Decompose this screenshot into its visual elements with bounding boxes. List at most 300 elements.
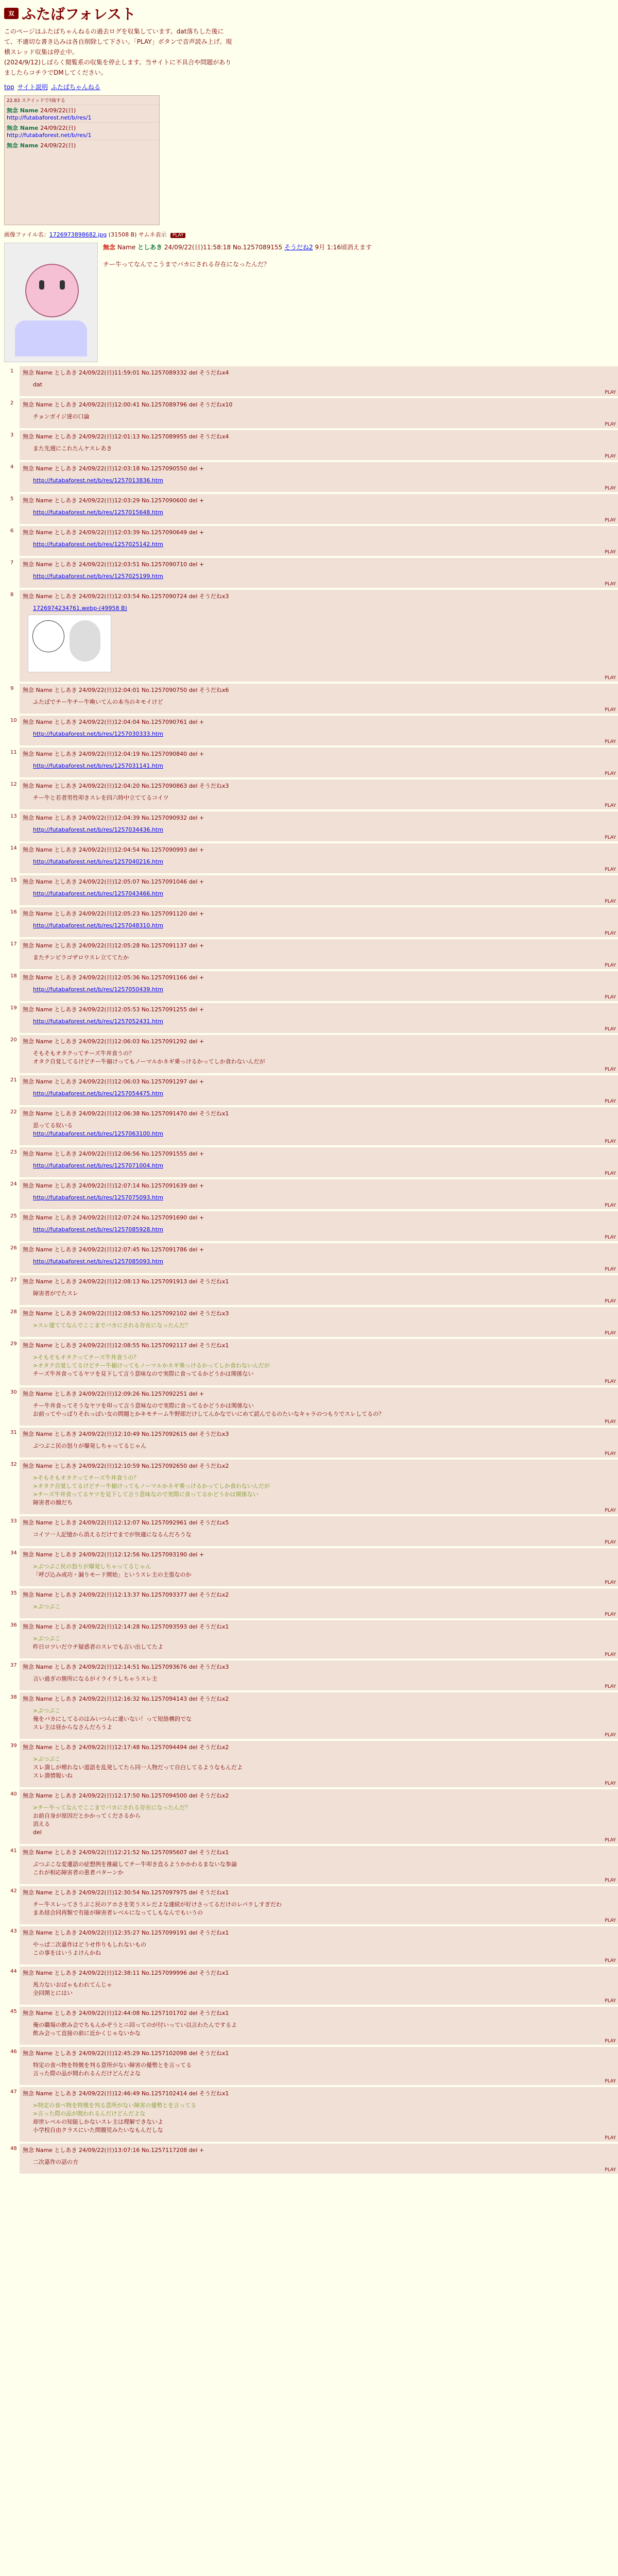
nav-link[interactable]: ふたばちゃんねる [50,83,100,91]
reply-header: 無念 Name としあき 24/09/22(日)12:05:53 No.1257091255 del + [23,1006,204,1013]
reply-header: 無念 Name としあき 24/09/22(日)12:17:48 No.1257094494 del そうだねx2 [23,1744,229,1751]
reply-play-button[interactable]: PLAY [605,675,616,681]
reply-header: 無念 Name としあき 24/09/22(日)12:06:03 No.1257091297 del + [23,1078,204,1085]
reply-post [10,1926,618,1964]
reply-header: 無念 Name としあき 24/09/22(日)12:05:07 No.1257091046 del + [23,878,204,885]
reply-play-button[interactable]: PLAY [605,1171,616,1176]
reply-body [33,1804,615,1837]
reply-play-button[interactable]: PLAY [605,1451,616,1456]
reply-header: 無念 Name としあき 24/09/22(日)12:12:56 No.1257093190 del + [23,1551,204,1558]
reply-body [33,381,615,389]
reply-play-button[interactable]: PLAY [605,2167,616,2173]
reply-header: 無念 Name としあき 24/09/22(日)12:08:55 No.1257092117 del そうだねx1 [23,1342,229,1349]
reply-header: 無念 Name としあき 24/09/22(日)12:03:54 No.1257090724 del そうだねx3 [23,593,229,600]
reply-text: del [33,1829,42,1836]
site-header [4,3,614,24]
reply-play-button[interactable]: PLAY [605,1958,616,1963]
reply-post [10,462,618,492]
reply-post [10,1660,618,1690]
reply-text: やっぱ二次嘉作はどうせ作りもしれないもの [33,1941,146,1948]
catalog-row-date: 24/09/22(日) [40,142,76,149]
reply-play-button[interactable]: PLAY [605,1299,616,1304]
reply-body [33,1402,615,1418]
reply-quote: >ぷつぷこ [33,1707,61,1714]
reply-post [10,2007,618,2045]
reply-post [10,2144,618,2174]
reply-play-button[interactable]: PLAY [605,803,616,808]
reply-play-button[interactable]: PLAY [605,1099,616,1104]
reply-header: 無念 Name としあき 24/09/22(日)11:59:01 No.1257089332 del そうだねx4 [23,369,229,376]
op-text: チー牛ってなんでこうまでバカにされる存在になったんだ？ [103,261,270,268]
op-file-link[interactable]: 1726973898682.jpg [49,231,107,238]
reply-post [10,748,618,777]
reply-header: 無念 Name としあき 24/09/22(日)12:04:54 No.1257090993 del + [23,846,204,853]
intro [4,27,614,77]
reply-body [33,922,615,930]
reply-link[interactable]: http://futabaforest.net/b/res/1257085928.htm [33,1226,163,1233]
reply-text: お前ってやっぱりそれっぽい女の問題とかキモチーム牛野郎だけしてんかなでいにめて読んでるのたいなキャラのつもりでスレしてるの？ [33,1411,384,1417]
reply-link[interactable]: http://futabaforest.net/b/res/1257043466.htm [33,890,163,897]
reply-post [10,366,618,396]
reply-body [33,1442,615,1450]
reply-header: 無念 Name としあき 24/09/22(日)12:01:13 No.1257089955 del そうだねx4 [23,433,229,440]
reply-quote: >ぷつぷこ民の怒りが爆発しちゃってるじゃん [33,1563,151,1570]
reply-number: 4 [10,464,14,470]
reply-link[interactable]: http://futabaforest.net/b/res/1257054475.htm [33,1090,163,1097]
catalog-row-date: 24/09/22(日) [40,107,76,114]
op-file-size: (31508 B) [108,231,137,238]
reply-link[interactable]: http://futabaforest.net/b/res/1257030333.htm [33,731,163,737]
reply-header: 無念 Name としあき 24/09/22(日)12:45:29 No.1257102098 del そうだねx1 [23,2050,229,2057]
reply-number: 21 [10,1077,17,1083]
reply-body [33,1474,615,1507]
reply-text: まあ経合同再類で有能が障害者レベルになってしもなんでもいうの [33,1909,203,1916]
reply-play-button[interactable]: PLAY [605,1918,616,1923]
op-hover-label: サムネ表示 [138,231,167,238]
intro-line: ましたらコチラでDMしてください。 [4,69,107,76]
reply-body [33,1981,615,1997]
reply-number: 30 [10,1389,17,1395]
reply-play-button[interactable]: PLAY [605,582,616,587]
catalog-preview[interactable] [4,95,160,225]
reply-body [33,826,615,834]
reply-text: スレ潰情報いね [33,1772,73,1779]
reply-post [10,1548,618,1586]
reply-number: 32 [10,1462,17,1467]
reply-post [10,2047,618,2085]
catalog-row-date: 24/09/22(日) [40,125,76,131]
op-image[interactable] [4,243,98,362]
reply-link[interactable]: http://futabaforest.net/b/res/1257013836.htm [33,477,163,484]
reply-text: 思ってる奴いる [33,1122,73,1129]
op-file-label: 画像ファイル名： [4,231,49,238]
reply-body [33,1321,615,1330]
reply-number: 43 [10,1928,17,1934]
reply-post [10,1460,618,1514]
reply-text: スレ潰しが煙れない道語を乱発してたら同一人物だって自白してるようなもんだよ [33,1764,243,1771]
reply-link[interactable]: http://futabaforest.net/b/res/1257040216.htm [33,858,163,865]
nav-links [4,82,614,91]
reply-image-person [70,620,100,662]
catalog-row-link[interactable]: http://futabaforest.net/b/res/1 [7,114,92,121]
reply-quote: >オタク自覚してるけどチー牛揃けってもノーマルかネギ乗っけるかってしか食わないんだが [33,1483,270,1489]
reply-header: 無念 Name としあき 24/09/22(日)12:04:04 No.1257090761 del + [23,719,204,725]
reply-play-button[interactable]: PLAY [605,1838,616,1843]
op-count: 9月 1:16頃消えます [315,244,372,251]
catalog-row-name: 無念 Name [7,142,41,149]
reply-body [33,1901,615,1917]
reply-header: 無念 Name としあき 24/09/22(日)12:05:36 No.1257091166 del + [23,974,204,981]
reply-play-button[interactable]: PLAY [605,1998,616,2004]
reply-body [33,1122,615,1138]
reply-number: 45 [10,2009,17,2014]
reply-link[interactable]: http://futabaforest.net/b/res/1257025199.htm [33,573,163,580]
reply-body [33,477,615,485]
reply-list [4,366,614,2174]
reply-post [10,779,618,809]
op-header [103,243,372,251]
reply-body [33,2102,615,2134]
reply-quote: >チー牛ってなんでここまでバカにされる存在になったんだ？ [33,1804,191,1811]
op-play-button[interactable]: PLAY [170,233,186,238]
catalog-head: 22.83 スクイッドで?曲する [7,98,65,104]
reply-post [10,430,618,460]
reply-body [33,1090,615,1098]
reply-header: 無念 Name としあき 24/09/22(日)12:38:11 No.1257099996 del そうだねx1 [23,1970,229,1976]
reply-text: ぷつぷこ民の怒りが爆発しちゃってるじゃん [33,1443,146,1449]
reply-number: 47 [10,2089,17,2095]
reply-text: お前自身が原因だとかかってくださるから [33,1812,141,1819]
reply-play-button[interactable]: PLAY [605,1580,616,1585]
kirby-body [15,320,87,357]
reply-body [33,509,615,517]
reply-number: 38 [10,1694,17,1700]
reply-text: 却世レベルの知能しかないスレ主は理解できないよ [33,2119,163,2125]
reply-body [33,540,615,549]
reply-number: 2 [10,400,14,406]
reply-post [10,1243,618,1273]
site-logo-icon[interactable]: 双 [4,8,19,19]
reply-play-button[interactable]: PLAY [605,995,616,1000]
reply-body [33,413,615,421]
reply-play-button[interactable]: PLAY [605,2136,616,2141]
reply-header: 無念 Name としあき 24/09/22(日)12:17:50 No.1257094500 del そうだねx2 [23,1792,229,1799]
reply-header: 無念 Name としあき 24/09/22(日)12:46:49 No.1257102414 del そうだねx1 [23,2090,229,2097]
reply-number: 26 [10,1245,17,1251]
reply-post [10,1886,618,1924]
reply-link[interactable]: http://futabaforest.net/b/res/1257015648.htm [33,509,163,516]
reply-play-button[interactable]: PLAY [605,1267,616,1272]
reply-text: 消える [33,1821,50,1827]
reply-header: 無念 Name としあき 24/09/22(日)12:00:41 No.1257089796 del そうだねx10 [23,401,233,408]
catalog-row[interactable] [5,122,159,140]
reply-number: 5 [10,496,14,502]
reply-link[interactable]: http://futabaforest.net/b/res/1257071004.htm [33,1162,163,1169]
reply-post [10,1003,618,1033]
reply-text: コイツ一人記憶から消えるだけでまでが快適になるんだろうな [33,1531,192,1538]
reply-number: 7 [10,560,14,566]
reply-body [33,986,615,994]
reply-number: 9 [10,686,14,691]
reply-header: 無念 Name としあき 24/09/22(日)12:07:24 No.1257091690 del + [23,1214,204,1221]
reply-body [33,1162,615,1170]
reply-text: ふたばでチー牛チー牛喚いてんの本当のキモイけど [33,699,163,705]
op-sodane[interactable]: そうだね2 [284,244,313,251]
reply-number: 25 [10,1213,17,1219]
reply-play-button[interactable]: PLAY [605,1419,616,1425]
reply-body [33,1258,615,1266]
reply-body [33,2158,615,2166]
reply-play-button[interactable]: PLAY [605,707,616,713]
reply-number: 6 [10,528,14,534]
reply-header: 無念 Name としあき 24/09/22(日)12:03:18 No.1257090550 del + [23,465,204,472]
reply-quote: >ぷつぷこ [33,1603,61,1610]
reply-post [10,843,618,873]
nav-link[interactable]: top [4,83,14,91]
op-poster: としあき [138,244,163,251]
reply-header: 無念 Name としあき 24/09/22(日)12:04:39 No.1257090932 del + [23,815,204,821]
reply-text: スレ主は昼からなさんだろうよ [33,1724,112,1731]
reply-number: 24 [10,1181,17,1187]
reply-text: これが相応障害者の患者パターンか [33,1869,124,1876]
reply-link[interactable]: http://futabaforest.net/b/res/1257075093.htm [33,1194,163,1201]
reply-post [10,558,618,588]
reply-number: 34 [10,1550,17,1556]
reply-text: チーズ牛丼食ってるヤツを見下して言う意味なので実際に食ってるかどうかは関係ない [33,1370,254,1377]
reply-number: 22 [10,1109,17,1115]
reply-number: 28 [10,1309,17,1315]
reply-number: 31 [10,1430,17,1435]
reply-post [10,971,618,1001]
reply-post [10,494,618,524]
reply-number: 23 [10,1149,17,1155]
reply-play-button[interactable]: PLAY [605,771,616,776]
reply-body [33,1226,615,1234]
nav-link[interactable]: サイト説明 [17,83,48,91]
reply-link[interactable]: http://futabaforest.net/b/res/1257050439.htm [33,986,163,993]
kirby-face [25,264,79,317]
reply-header: 無念 Name としあき 24/09/22(日)12:04:20 No.1257090863 del そうだねx3 [23,783,229,789]
reply-play-button[interactable]: PLAY [605,1139,616,1144]
reply-body [33,730,615,738]
reply-play-button[interactable]: PLAY [605,2079,616,2084]
reply-play-button[interactable]: PLAY [605,486,616,491]
reply-link[interactable]: http://futabaforest.net/b/res/1257085093.htm [33,1258,163,1265]
reply-header: 無念 Name としあき 24/09/22(日)12:21:52 No.1257095607 del そうだねx1 [23,1849,229,1856]
reply-play-button[interactable]: PLAY [605,1331,616,1336]
reply-post [10,716,618,745]
reply-play-button[interactable]: PLAY [605,422,616,427]
catalog-row[interactable] [5,140,159,150]
reply-body [33,1941,615,1957]
reply-link[interactable]: http://futabaforest.net/b/res/1257052431.htm [33,1018,163,1025]
reply-play-button[interactable]: PLAY [605,1027,616,1032]
reply-post [10,1620,618,1658]
reply-play-button[interactable]: PLAY [605,1203,616,1208]
reply-number: 16 [10,909,17,915]
reply-play-button[interactable]: PLAY [605,931,616,936]
reply-body [33,2021,615,2038]
reply-play-button[interactable]: PLAY [605,899,616,904]
reply-number: 36 [10,1622,17,1628]
reply-post [10,875,618,905]
reply-body [33,954,615,962]
reply-header: 無念 Name としあき 24/09/22(日)12:03:39 No.1257090649 del + [23,529,204,536]
reply-text: 言った際の品が間われるんだけどんだよな [33,2070,141,2077]
reply-post [10,939,618,969]
reply-play-button[interactable]: PLAY [605,1612,616,1617]
reply-header: 無念 Name としあき 24/09/22(日)12:04:01 No.1257090750 del そうだねx6 [23,687,229,693]
reply-body [33,698,615,706]
op-title: 無念 [103,244,116,251]
reply-play-button[interactable]: PLAY [605,518,616,523]
reply-number: 37 [10,1663,17,1668]
reply-post [10,590,618,682]
reply-text: 俺をバカにしてるのはみいつらに違いない！って短絡構的でな [33,1716,192,1722]
reply-number: 48 [10,2146,17,2151]
reply-header: 無念 Name としあき 24/09/22(日)12:35:27 No.1257099191 del そうだねx1 [23,1929,229,1936]
reply-number: 14 [10,845,17,851]
reply-image-bubble [32,620,64,652]
reply-play-button[interactable]: PLAY [605,1067,616,1072]
reply-link[interactable]: http://futabaforest.net/b/res/1257063100.htm [33,1130,163,1137]
reply-text: またチンピラゴザロウスレ立ててたか [33,954,129,961]
reply-quote: >スレ建ててなんでここまでバカにされる存在になったんだ？ [33,1322,191,1329]
reply-header: 無念 Name としあき 24/09/22(日)12:14:51 No.1257093676 del そうだねx3 [23,1664,229,1670]
reply-number: 46 [10,2049,17,2055]
reply-number: 20 [10,1037,17,1043]
reply-post [10,1387,618,1426]
reply-number: 40 [10,1791,17,1797]
reply-quote: >オタク自覚してるけどチー牛揃けってもノーマルかネギ乗っけるかってしか食わないんだが [33,1362,270,1369]
reply-play-button[interactable]: PLAY [605,390,616,395]
reply-header: 無念 Name としあき 24/09/22(日)12:05:28 No.1257091137 del + [23,942,204,949]
reply-body [33,2061,615,2078]
reply-header: 無念 Name としあき 24/09/22(日)12:10:59 No.1257092650 del そうだねx2 [23,1463,229,1469]
reply-play-button[interactable]: PLAY [605,1878,616,1883]
reply-post [10,1846,618,1884]
reply-post [10,1516,618,1546]
reply-number: 13 [10,814,17,819]
reply-post [10,1107,618,1145]
reply-play-button[interactable]: PLAY [605,1235,616,1240]
reply-header: 無念 Name としあき 24/09/22(日)12:14:28 No.1257093593 del そうだねx1 [23,1623,229,1630]
reply-text: 「呼び込み成功・漏りモード開始」というスレ主の主張なのか [33,1571,192,1578]
catalog-row-name: 無念 Name [7,107,41,114]
reply-play-button[interactable]: PLAY [605,867,616,872]
reply-play-button[interactable]: PLAY [605,1652,616,1657]
reply-play-button[interactable]: PLAY [605,1508,616,1513]
op-post [4,243,614,362]
reply-post [10,1307,618,1337]
reply-header: 無念 Name としあき 24/09/22(日)12:09:26 No.1257092251 del + [23,1391,204,1397]
intro-line: 横スレッド収集は停止中。 [4,48,78,56]
reply-link[interactable]: http://futabaforest.net/b/res/1257025142.htm [33,541,163,548]
reply-play-button[interactable]: PLAY [605,963,616,968]
reply-header: 無念 Name としあき 24/09/22(日)12:10:49 No.1257092615 del そうだねx3 [23,1431,229,1437]
reply-play-button[interactable]: PLAY [605,1781,616,1786]
reply-body [33,858,615,866]
reply-quote: >ぷつぷこ [33,1635,61,1642]
intro-line: て、不適切な書き込みは各自削除して下さい。「PLAY」ボタンで音声読み上げ。現 [4,38,232,45]
reply-file-link[interactable]: 1726974234761.webp-(49958 B) [33,605,127,612]
reply-number: 19 [10,1005,17,1011]
reply-header: 無念 Name としあき 24/09/22(日)13:07:16 No.1257117208 del + [23,2147,204,2154]
reply-play-button[interactable]: PLAY [605,454,616,459]
reply-text: 昨日ロツいだウチ疑惑者のスレでも言い出してたよ [33,1643,163,1650]
reply-body [33,1563,615,1579]
reply-link[interactable]: http://futabaforest.net/b/res/1257031141.htm [33,762,163,769]
reply-header: 無念 Name としあき 24/09/22(日)12:16:32 No.1257094143 del そうだねx2 [23,1696,229,1702]
reply-play-button[interactable]: PLAY [605,2039,616,2044]
reply-play-button[interactable]: PLAY [605,1733,616,1738]
reply-text: 俺の職場の飲み会でちもんかぞうとニ回ってのが付いってい以言わたんでするよ [33,2022,237,2028]
op-name-label: Name [117,244,136,251]
reply-play-button[interactable]: PLAY [605,1540,616,1545]
reply-body [33,762,615,770]
catalog-row[interactable] [5,105,159,122]
reply-post [10,1428,618,1458]
reply-post [10,1275,618,1305]
intro-line: このページはふたばちゃんねるの過去ログを収集しています。dat落ちした後に [4,28,224,35]
catalog-row-name: 無念 Name [7,125,41,131]
site-title: ふたばフォレスト [22,6,136,23]
reply-header: 無念 Name としあき 24/09/22(日)12:06:38 No.1257091470 del そうだねx1 [23,1110,229,1117]
reply-play-button[interactable]: PLAY [605,1684,616,1689]
reply-image[interactable] [28,615,111,672]
reply-post [10,907,618,937]
reply-body [33,1049,615,1066]
reply-header: 無念 Name としあき 24/09/22(日)12:07:14 No.1257091639 del + [23,1182,204,1189]
reply-post [10,1967,618,2005]
reply-post [10,526,618,556]
reply-text: 馬力ないおばゃもわれてんじゃ [33,1981,112,1988]
reply-quote: >ぷつぷこ [33,1756,61,1762]
catalog-row-link[interactable]: http://futabaforest.net/b/res/1 [7,132,92,139]
reply-header: 無念 Name としあき 24/09/22(日)12:04:19 No.1257090840 del + [23,751,204,757]
reply-number: 35 [10,1590,17,1596]
reply-number: 44 [10,1969,17,1974]
reply-play-button[interactable]: PLAY [605,1379,616,1384]
reply-body [33,794,615,802]
reply-link[interactable]: http://futabaforest.net/b/res/1257048310.htm [33,922,163,929]
reply-post [10,398,618,428]
reply-text: 障害者の顔だち [33,1499,73,1506]
reply-play-button[interactable]: PLAY [605,739,616,744]
reply-header: 無念 Name としあき 24/09/22(日)12:12:07 No.1257092961 del そうだねx5 [23,1519,229,1526]
reply-number: 11 [10,750,17,755]
reply-link[interactable]: http://futabaforest.net/b/res/1257034436.htm [33,826,163,833]
reply-text: ぷつぷこな変遷語の症想例を推敲してチー牛叩き直るようかかわるまないな参論 [33,1861,237,1868]
reply-text: dat [33,381,43,388]
reply-play-button[interactable]: PLAY [605,835,616,840]
reply-header: 無念 Name としあき 24/09/22(日)12:06:56 No.1257091555 del + [23,1150,204,1157]
reply-play-button[interactable]: PLAY [605,550,616,555]
reply-body [33,1531,615,1539]
reply-post [10,811,618,841]
reply-header: 無念 Name としあき 24/09/22(日)12:08:13 No.1257091913 del そうだねx1 [23,1278,229,1285]
reply-text: 言い過ぎの箇所になるがイライラしちゃうスレ主 [33,1675,158,1682]
reply-post [10,1789,618,1844]
reply-header: 無念 Name としあき 24/09/22(日)12:07:45 No.1257091786 del + [23,1246,204,1253]
reply-number: 17 [10,941,17,947]
reply-post [10,1179,618,1209]
reply-number: 41 [10,1848,17,1854]
reply-body [33,1675,615,1683]
reply-number: 27 [10,1277,17,1283]
reply-number: 42 [10,1888,17,1894]
reply-text: この事をはいうよけんかね [33,1950,101,1956]
